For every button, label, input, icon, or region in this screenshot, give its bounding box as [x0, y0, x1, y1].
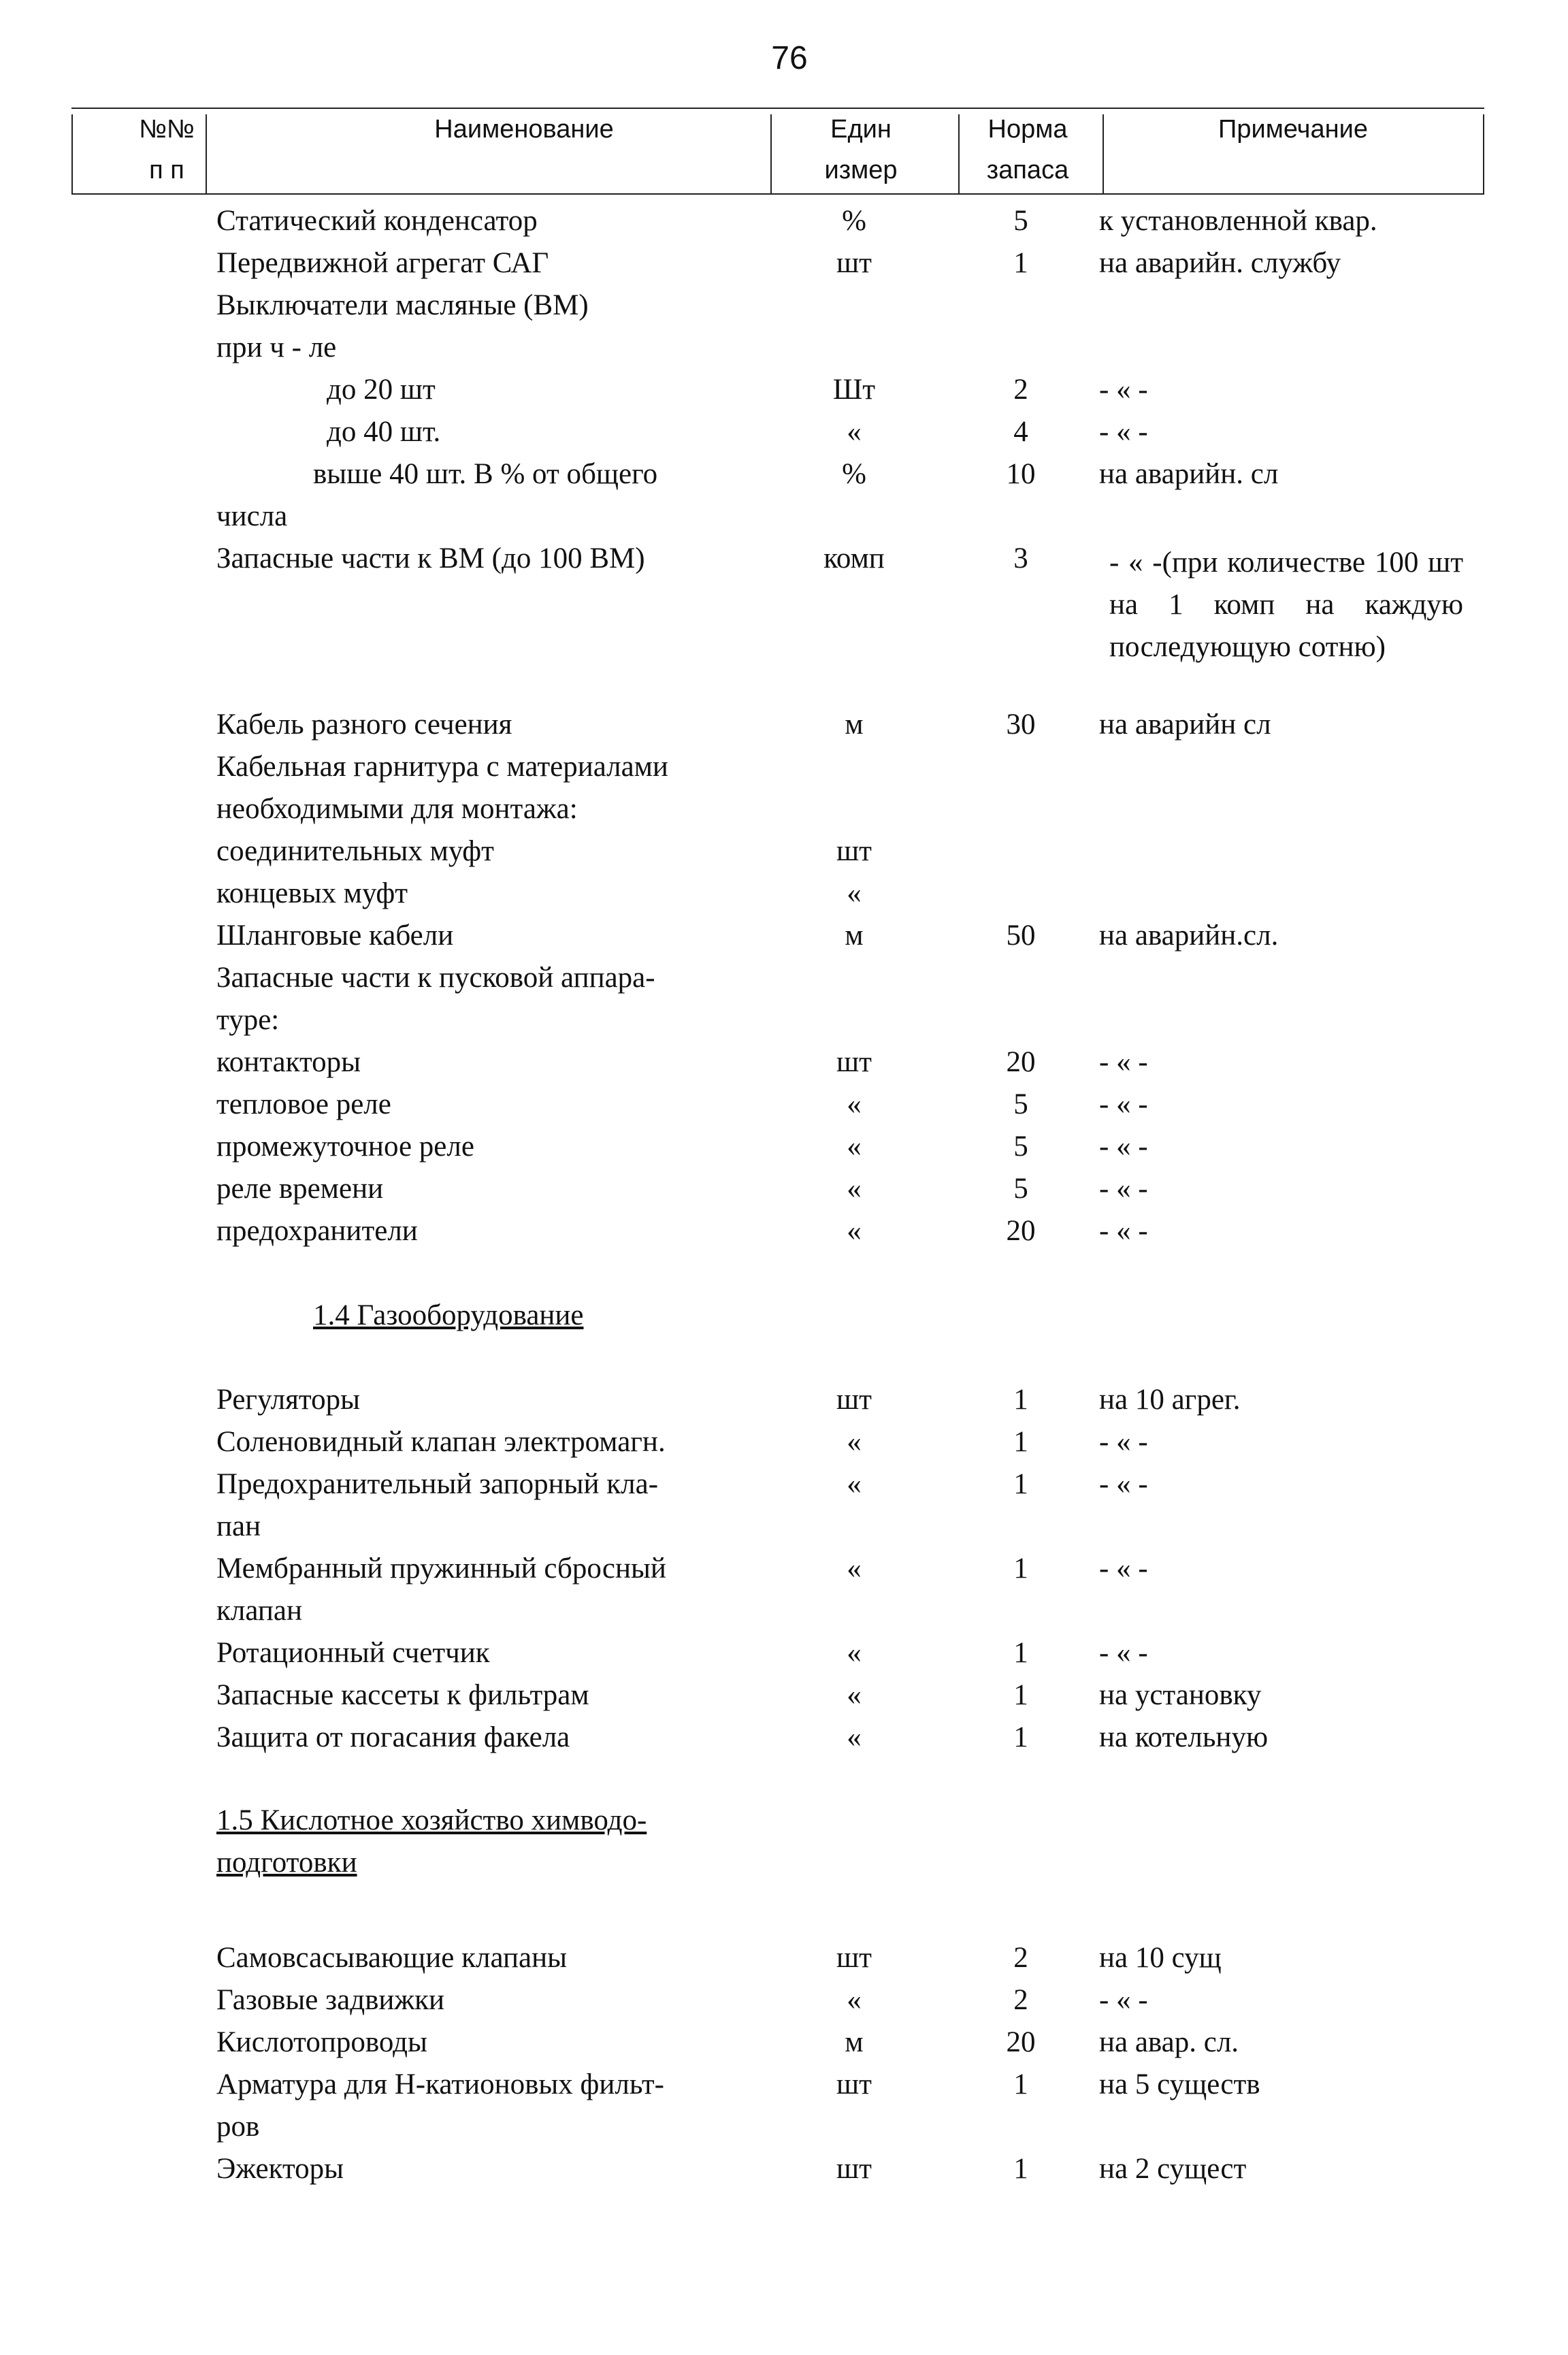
- row-note: на установку: [1099, 1679, 1262, 1711]
- row-name: Арматура для Н-катионовых фильт-: [216, 2068, 664, 2100]
- header-norm-line1: Норма: [987, 115, 1068, 144]
- header-left-border: [71, 114, 73, 195]
- row-norm: 1: [1013, 1679, 1028, 1711]
- row-note: - « -: [1099, 1984, 1148, 2016]
- header-num-line2: п п: [149, 156, 184, 184]
- row-note: - « -: [1099, 1173, 1148, 1205]
- row-norm: 1: [1013, 1426, 1028, 1458]
- header-norm: [960, 109, 1096, 193]
- row-unit: шт: [836, 2153, 872, 2185]
- row-note: на 10 агрег.: [1099, 1384, 1241, 1416]
- row-unit: «: [847, 1131, 862, 1163]
- row-norm: 20: [1006, 1046, 1036, 1078]
- row-note: к установленной квар.: [1099, 205, 1377, 237]
- row-unit: «: [847, 1721, 862, 1753]
- row-unit: «: [847, 1553, 862, 1585]
- row-note: на котельную: [1099, 1721, 1269, 1753]
- row-name: Запасные кассеты к фильтрам: [216, 1679, 589, 1711]
- row-note: - « -: [1099, 1426, 1148, 1458]
- row-norm: 5: [1013, 1173, 1028, 1205]
- row-note: на авар. сл.: [1099, 2026, 1239, 2058]
- row-norm: 2: [1013, 1984, 1028, 2016]
- section-title-acid-line2: подготовки: [216, 1847, 357, 1879]
- row-unit: «: [847, 1637, 862, 1669]
- row-note: - « -: [1099, 1215, 1148, 1247]
- row-name: Выключатели масляные (ВМ): [216, 289, 589, 321]
- row-norm: 1: [1013, 2153, 1028, 2185]
- row-norm: 1: [1013, 1637, 1028, 1669]
- header-divider-1: [206, 114, 207, 195]
- row-note: - « -: [1099, 1131, 1148, 1163]
- row-unit: шт: [836, 247, 872, 279]
- row-unit: «: [847, 1173, 862, 1205]
- row-norm: 5: [1013, 1131, 1028, 1163]
- row-unit: «: [847, 1468, 862, 1500]
- row-note: на аварийн сл: [1099, 709, 1271, 741]
- row-name: Запасные части к пусковой аппара-: [216, 962, 655, 994]
- row-unit: %: [842, 458, 866, 490]
- row-unit: Шт: [832, 374, 876, 406]
- row-note: - « -: [1099, 1088, 1148, 1120]
- header-divider-2: [770, 114, 772, 195]
- row-note: - « -: [1099, 374, 1148, 406]
- row-unit: «: [847, 1679, 862, 1711]
- row-norm: 30: [1006, 709, 1036, 741]
- row-name: до 40 шт.: [327, 416, 441, 448]
- header-note: Примечание: [1218, 115, 1368, 144]
- row-unit: шт: [836, 2068, 872, 2100]
- row-name: необходимыми для монтажа:: [216, 793, 578, 825]
- row-norm: 2: [1013, 374, 1028, 406]
- header-name: Наименование: [434, 115, 614, 144]
- header-unit: [772, 109, 949, 193]
- row-unit: «: [847, 1215, 862, 1247]
- header-right-border: [1483, 114, 1484, 195]
- row-unit: «: [847, 877, 862, 909]
- row-name: Статический конденсатор: [216, 205, 538, 237]
- row-name: туре:: [216, 1004, 280, 1036]
- row-norm: 2: [1013, 1942, 1028, 1974]
- row-norm: 20: [1006, 1215, 1036, 1247]
- row-note: на аварийн. службу: [1099, 247, 1341, 279]
- row-unit: шт: [836, 1942, 872, 1974]
- row-unit: м: [845, 920, 864, 952]
- row-unit: %: [842, 205, 866, 237]
- row-name: Кабель разного сечения: [216, 709, 512, 741]
- header-unit-line1: Един: [830, 115, 892, 144]
- row-norm: 50: [1006, 920, 1036, 952]
- header-num-line1: №№: [139, 115, 195, 144]
- row-norm: 20: [1006, 2026, 1036, 2058]
- row-name: клапан: [216, 1595, 302, 1627]
- header-unit-line2: измер: [824, 156, 898, 184]
- row-name: Защита от погасания факела: [216, 1721, 570, 1753]
- row-name: пан: [216, 1510, 261, 1542]
- row-norm: 3: [1013, 542, 1028, 574]
- row-name: Кабельная гарнитура с материалами: [216, 751, 668, 783]
- row-note: - « -(при количестве 100 шт на 1 комп на каждую последующую сотню): [1109, 547, 1463, 663]
- row-unit: шт: [836, 1046, 872, 1078]
- row-norm: 1: [1013, 247, 1028, 279]
- row-name: Запасные части к ВМ (до 100 ВМ): [216, 542, 645, 574]
- row-norm: 1: [1013, 1468, 1028, 1500]
- row-name: концевых муфт: [216, 877, 408, 909]
- row-name: Эжекторы: [216, 2153, 344, 2185]
- row-unit: «: [847, 416, 862, 448]
- row-name: Регуляторы: [216, 1384, 361, 1416]
- section-title-acid-line1: 1.5 Кислотное хозяйство химводо-: [216, 1804, 647, 1836]
- row-norm: 1: [1013, 1721, 1028, 1753]
- row-name: числа: [216, 500, 288, 532]
- row-unit: комп: [823, 542, 885, 574]
- row-name: контакторы: [216, 1046, 361, 1078]
- row-name: при ч - ле: [216, 331, 337, 363]
- row-note: - « -: [1099, 1553, 1148, 1585]
- row-unit: м: [845, 2026, 864, 2058]
- row-note: на аварийн. сл: [1099, 458, 1279, 490]
- row-name: реле времени: [216, 1173, 384, 1205]
- row-norm: 1: [1013, 1553, 1028, 1585]
- row-name: Передвижной агрегат САГ: [216, 247, 549, 279]
- row-name: до 20 шт: [327, 374, 436, 406]
- row-name: соединительных муфт: [216, 835, 494, 867]
- row-name: Мембранный пружинный сбросный: [216, 1553, 666, 1585]
- row-unit: «: [847, 1426, 862, 1458]
- row-norm: 1: [1013, 2068, 1028, 2100]
- row-note: - « -: [1099, 1637, 1148, 1669]
- row-unit: «: [847, 1088, 862, 1120]
- row-note: на 2 сущест: [1099, 2153, 1247, 2185]
- row-name: тепловое реле: [216, 1088, 391, 1120]
- row-name: Соленовидный клапан электромагн.: [216, 1426, 666, 1458]
- row-note: на 5 существ: [1099, 2068, 1260, 2100]
- row-norm: 4: [1013, 416, 1028, 448]
- row-name: Газовые задвижки: [216, 1984, 445, 2016]
- row-norm: 10: [1006, 458, 1036, 490]
- row-note: на аварийн.сл.: [1099, 920, 1279, 952]
- row-note: на 10 сущ: [1099, 1942, 1222, 1974]
- row-note: - « -: [1099, 1468, 1148, 1500]
- row-note: - « -: [1099, 1046, 1148, 1078]
- row-name: Шланговые кабели: [216, 920, 454, 952]
- row-name: Ротационный счетчик: [216, 1637, 490, 1669]
- row-unit: «: [847, 1984, 862, 2016]
- row-note: - « -: [1099, 416, 1148, 448]
- row-norm: 5: [1013, 1088, 1028, 1120]
- row-norm: 1: [1013, 1384, 1028, 1416]
- table-header: [71, 108, 1484, 195]
- row-name: Кислотопроводы: [216, 2026, 427, 2058]
- row-name: выше 40 шт. В % от общего: [313, 458, 658, 490]
- row-name: Самовсасывающие клапаны: [216, 1942, 567, 1974]
- row-unit: м: [845, 709, 864, 741]
- page-number: 76: [771, 40, 808, 76]
- row-unit: шт: [836, 1384, 872, 1416]
- row-name: ров: [216, 2111, 260, 2143]
- row-unit: шт: [836, 835, 872, 867]
- row-name: предохранители: [216, 1215, 418, 1247]
- row-norm: 5: [1013, 205, 1028, 237]
- section-title-gas: 1.4 Газооборудование: [313, 1299, 584, 1331]
- header-norm-line2: запаса: [986, 156, 1069, 184]
- row-name: промежуточное реле: [216, 1131, 474, 1163]
- header-divider-4: [1102, 114, 1104, 195]
- row-name: Предохранительный запорный кла-: [216, 1468, 659, 1500]
